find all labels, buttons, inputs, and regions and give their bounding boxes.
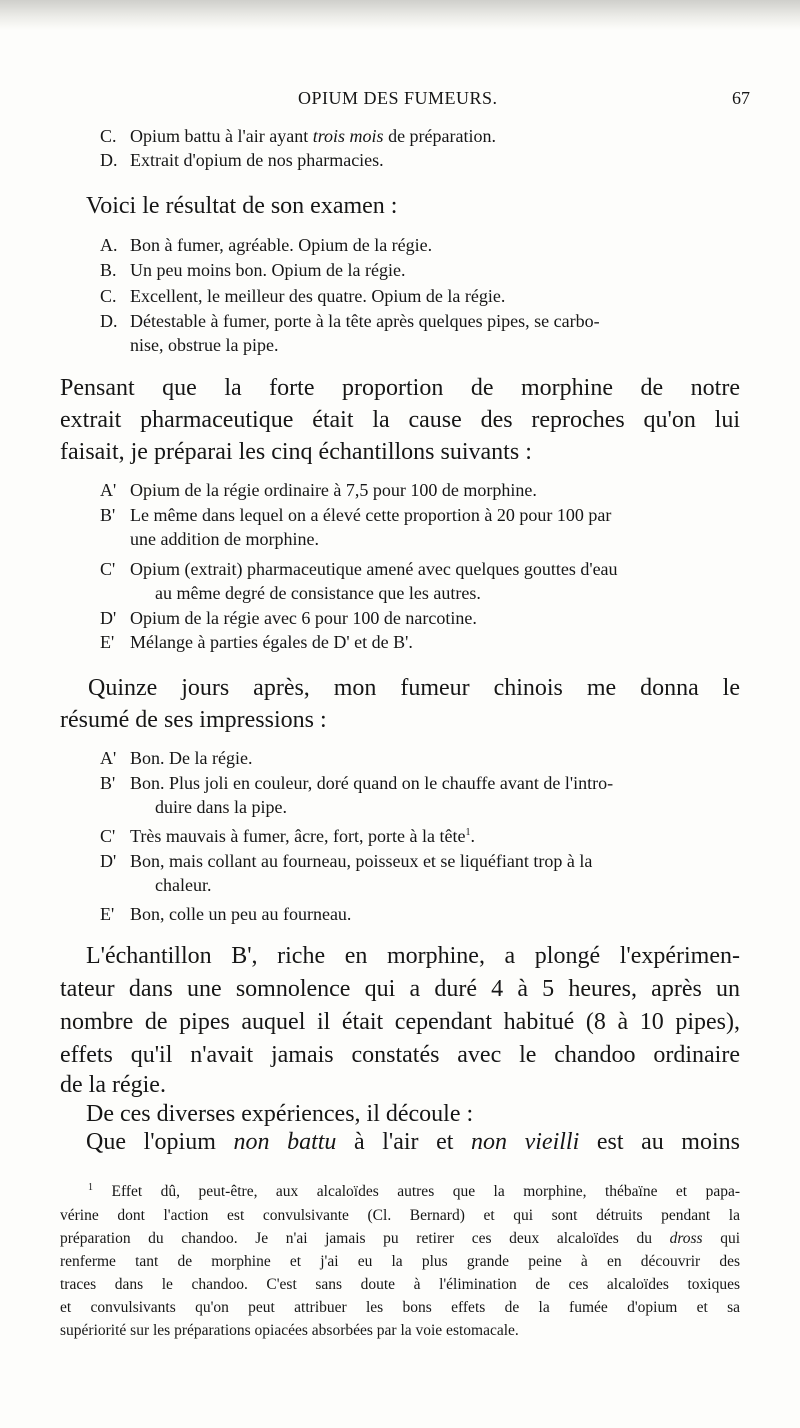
list-item: A' Opium de la régie ordinaire à 7,5 pour 100 de morphine. (100, 480, 537, 500)
list-item: D. Extrait d'opium de nos pharmacies. (100, 150, 384, 170)
footnote-mark: 1 (88, 1181, 93, 1193)
list-item: D' Bon, mais collant au fourneau, poisseux et se liquéfiant trop à la (100, 851, 593, 871)
list-item: A' Bon. De la régie. (100, 748, 253, 768)
paragraph-line: extrait pharmaceutique était la cause des reproches qu'on lui (60, 407, 740, 433)
list-item-continuation: nise, obstrue la pipe. (130, 335, 279, 355)
list-item: A. Bon à fumer, agréable. Opium de la régie. (100, 235, 433, 255)
list-item: B' Le même dans lequel on a élevé cette proportion à 20 pour 100 par (100, 505, 612, 525)
paragraph-line: L'échantillon B', riche en morphine, a plongé l'expérimen- (86, 943, 740, 969)
paragraph-line: de la régie. (60, 1072, 166, 1098)
footnote-line: et convulsivants qu'on peut attribuer les bons effets de la fumée d'opium et sa (60, 1299, 740, 1316)
footnote-line: vérine dont l'action est convulsivante (Cl. Bernard) et qui sont détruits pendant la (60, 1207, 740, 1224)
list-item-continuation: chaleur. (155, 875, 212, 895)
page-header (0, 88, 800, 112)
footnote-line: traces dans le chandoo. C'est sans doute à l'élimination de ces alcaloïdes toxiques (60, 1276, 740, 1293)
paragraph: Voici le résultat de son examen : (86, 193, 398, 219)
paragraph-line: Que l'opium non battu à l'air et non vieilli est au moins (86, 1129, 740, 1155)
paragraph-line: nombre de pipes auquel il était cependant habitué (8 à 10 pipes), (60, 1009, 740, 1035)
footnote-line: préparation du chandoo. Je n'ai jamais pu retirer ces deux alcaloïdes du dross qui (60, 1230, 741, 1247)
list-item: D' Opium de la régie avec 6 pour 100 de narcotine. (100, 608, 477, 628)
list-item: C' Très mauvais à fumer, âcre, fort, porte à la tête$^1$. (100, 826, 475, 846)
footnote-line: $^1$ Effet dû, peut-être, aux alcaloïdes autres que la morphine, thébaïne et papa- (88, 1181, 741, 1200)
running-title: OPIUM DES FUMEURS. (298, 88, 498, 108)
list-item-continuation: une addition de morphine. (130, 529, 319, 549)
footnote-line: renferme tant de morphine et j'ai eu la plus grande peine à en découvrir des (60, 1253, 740, 1270)
paragraph-line: Pensant que la forte proportion de morphine de notre (60, 375, 740, 401)
list-item: D. Détestable à fumer, porte à la tête après quelques pipes, se carbo- (100, 311, 600, 331)
page-number: 67 (732, 88, 750, 108)
list-item: B. Un peu moins bon. Opium de la régie. (100, 260, 406, 280)
paragraph-line: effets qu'il n'avait jamais constatés avec le chandoo ordinaire (60, 1042, 740, 1068)
list-item: C. Excellent, le meilleur des quatre. Opium de la régie. (100, 286, 506, 306)
footnote-line: supériorité sur les préparations opiacées absorbées par la voie estomacale. (60, 1322, 519, 1339)
list-item: C. Opium battu à l'air ayant trois mois de préparation. (100, 126, 497, 146)
footnote-ref: 1 (465, 827, 471, 838)
list-item: E' Bon, colle un peu au fourneau. (100, 904, 352, 924)
list-item: C' Opium (extrait) pharmaceutique amené avec quelques gouttes d'eau (100, 559, 618, 579)
paragraph: De ces diverses expériences, il découle : (86, 1101, 474, 1127)
paragraph-line: résumé de ses impressions : (60, 707, 327, 733)
list-item: B' Bon. Plus joli en couleur, doré quand on le chauffe avant de l'intro- (100, 773, 614, 793)
paragraph-line: faisait, je préparai les cinq échantillons suivants : (60, 439, 532, 465)
scan-top-shadow (0, 0, 800, 30)
paragraph-line: tateur dans une somnolence qui a duré 4 à 5 heures, après un (60, 976, 740, 1002)
list-item: E' Mélange à parties égales de D' et de B'. (100, 632, 413, 652)
list-item-continuation: duire dans la pipe. (155, 797, 287, 817)
paragraph-line: Quinze jours après, mon fumeur chinois me donna le (88, 675, 740, 701)
list-item-continuation: au même degré de consistance que les autres. (155, 583, 481, 603)
